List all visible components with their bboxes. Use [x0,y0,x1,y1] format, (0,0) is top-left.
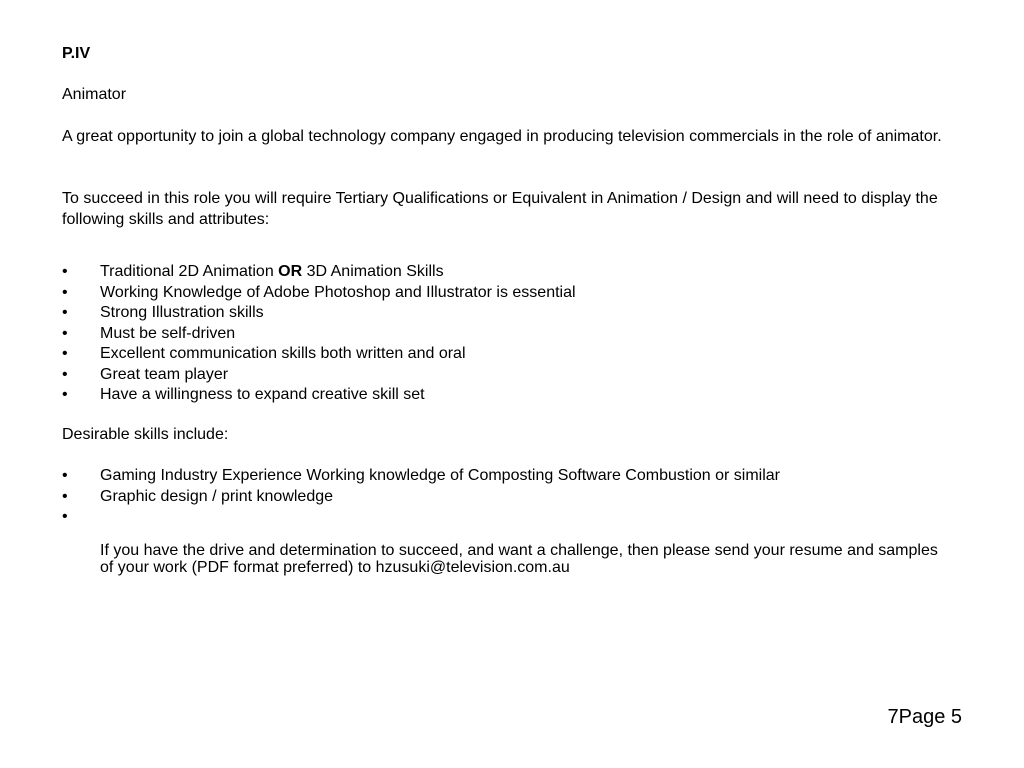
list-item [62,283,576,304]
desirable-skill-text: Graphic design / print knowledge [100,487,334,505]
skill-text-bold: OR [278,263,303,280]
skill-text-before: Traditional 2D Animation [100,263,279,280]
list-item [62,344,576,365]
bullet-icon: • [62,324,68,342]
list-item [62,466,780,487]
desirable-skills-list [62,466,780,528]
closing-paragraph: If you have the drive and determination to succeed, and want a challenge, then please send your resume and samples of your work (PDF format preferred) to hzusuki@television.com.au [100,542,938,576]
bullet-icon: • [62,487,68,505]
document-heading: P.IV [62,45,91,62]
bullet-icon: • [62,508,68,525]
skill-text: Working Knowledge of Adobe Photoshop and Illustrator is essential [100,283,576,301]
desirable-skill-text: Gaming Industry Experience Working knowledge of Composting Software Combustion or similar [100,467,781,484]
bullet-icon: • [62,345,68,362]
list-item [62,365,576,386]
bullet-icon: • [62,283,68,301]
list-item [62,324,576,345]
list-item [62,487,780,508]
skill-text: Great team player [100,365,229,383]
skill-text-after: 3D Animation Skills [302,263,444,280]
skill-text: Excellent communication skills both written and oral [100,345,466,362]
bullet-icon: • [62,467,68,484]
skill-text: Must be self-driven [100,324,236,342]
bullet-icon: • [62,365,68,383]
job-title: Animator [62,86,127,103]
skills-list [62,262,576,406]
list-item [62,385,576,406]
page-number: 7Page 5 [887,706,962,728]
list-item [62,507,780,528]
skill-text: Strong Illustration skills [100,304,264,321]
bullet-icon: • [62,304,68,321]
desirable-heading: Desirable skills include: [62,426,229,443]
list-item [62,303,576,324]
requirements-paragraph: To succeed in this role you will require Tertiary Qualifications or Equivalent in Animation / Design and will need to display the following skills and attributes: [62,190,938,228]
skill-text: Have a willingness to expand creative skill set [100,386,425,403]
list-item [62,262,576,283]
bullet-icon: • [62,386,68,403]
bullet-icon: • [62,263,68,280]
intro-paragraph: A great opportunity to join a global technology company engaged in producing television commercials in the role of animator. [62,128,942,145]
